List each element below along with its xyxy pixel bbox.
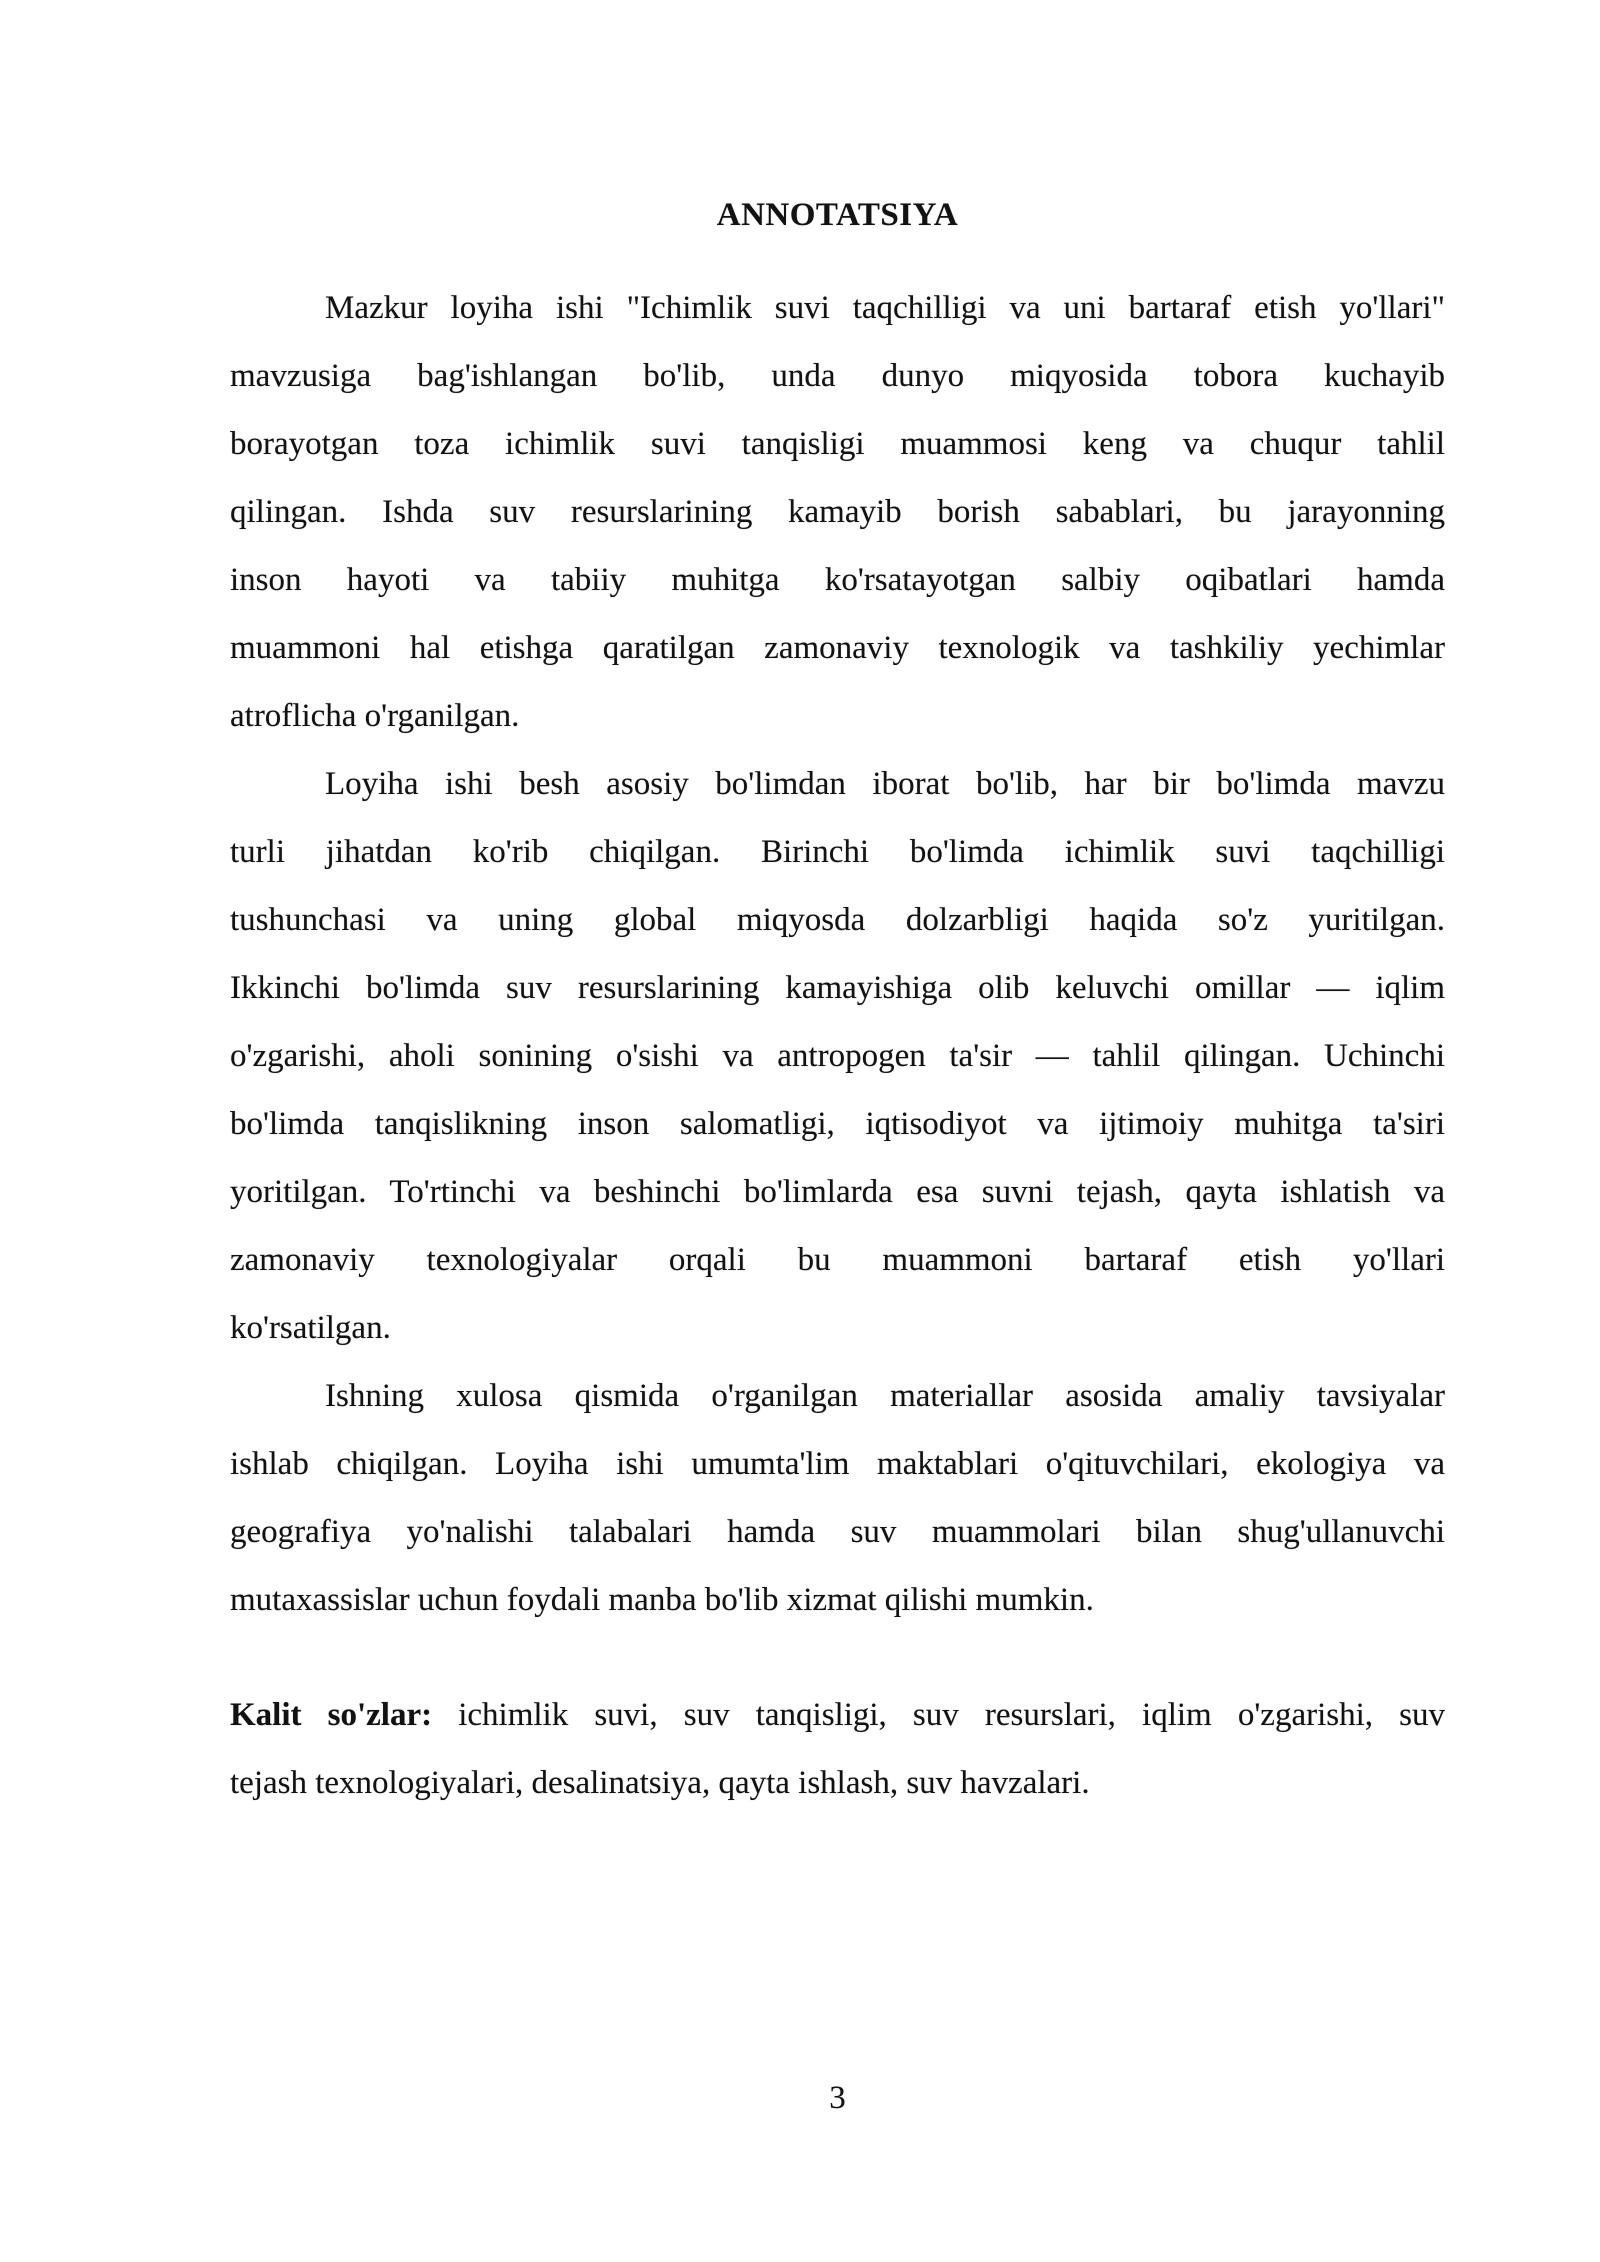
document-content: [230, 181, 1445, 1817]
text-line: qilingan. Ishda suv resurslarining kamayib borish sabablari, bu jarayonning: [230, 494, 1445, 530]
text-line: muammoni hal etishga qaratilgan zamonaviy texnologik va tashkiliy yechimlar: [230, 630, 1445, 666]
text-line: mutaxassislar uchun foydali manba bo'lib xizmat qilishi mumkin.: [230, 1582, 1094, 1618]
text-line: Kalit so'zlar: ichimlik suvi, suv tanqisligi, suv resurslari, iqlim o'zgarishi, suv: [230, 1697, 1445, 1733]
paragraph-1: [230, 274, 1445, 750]
text-line: turli jihatdan ko'rib chiqilgan. Birinchi bo'limda ichimlik suvi taqchilligi: [230, 834, 1445, 870]
body-paragraphs: [230, 274, 1445, 1634]
text-line: Loyiha ishi besh asosiy bo'limdan iborat bo'lib, har bir bo'limda mavzu: [325, 766, 1445, 802]
paragraph-3: [230, 1362, 1445, 1634]
page-footer: [230, 2064, 1445, 2132]
text-line: o'zgarishi, aholi sonining o'sishi va antropogen ta'sir — tahlil qilingan. Uchinchi: [230, 1038, 1445, 1074]
text-line: zamonaviy texnologiyalar orqali bu muammoni bartaraf etish yo'llari: [230, 1242, 1445, 1278]
text-line: geografiya yo'nalishi talabalari hamda suv muammolari bilan shug'ullanuvchi: [230, 1514, 1445, 1550]
text-line: inson hayoti va tabiiy muhitga ko'rsatayotgan salbiy oqibatlari hamda: [230, 562, 1445, 598]
text-line: tejash texnologiyalari, desalinatsiya, qayta ishlash, suv havzalari.: [230, 1765, 1090, 1801]
paragraph-2: [230, 750, 1445, 1362]
text-line: atroflicha o'rganilgan.: [230, 698, 520, 734]
text-line: borayotgan toza ichimlik suvi tanqisligi muammosi keng va chuqur tahlil: [230, 426, 1445, 462]
keywords-label: Kalit so'zlar:: [230, 1697, 433, 1733]
text-line: bo'limda tanqislikning inson salomatligi, iqtisodiyot va ijtimoiy muhitga ta'siri: [230, 1106, 1445, 1142]
text-line: Mazkur loyiha ishi "Ichimlik suvi taqchilligi va uni bartaraf etish yo'llari": [325, 290, 1445, 326]
text-line: ishlab chiqilgan. Loyiha ishi umumta'lim maktablari o'qituvchilari, ekologiya va: [230, 1446, 1445, 1482]
text-line: Ishning xulosa qismida o'rganilgan materiallar asosida amaliy tavsiyalar: [325, 1378, 1445, 1414]
text-line: tushunchasi va uning global miqyosda dolzarbligi haqida so'z yuritilgan.: [230, 902, 1445, 938]
page-number: 3: [829, 2080, 846, 2116]
text-line: yoritilgan. To'rtinchi va beshinchi bo'limlarda esa suvni tejash, qayta ishlatish va: [230, 1174, 1445, 1210]
text-line: ko'rsatilgan.: [230, 1310, 391, 1346]
text-line: mavzusiga bag'ishlangan bo'lib, unda dunyo miqyosida tobora kuchayib: [230, 358, 1445, 394]
page-title: ANNOTATSIYA: [716, 197, 959, 233]
keywords-paragraph: [230, 1681, 1445, 1817]
text-line: Ikkinchi bo'limda suv resurslarining kamayishiga olib keluvchi omillar — iqlim: [230, 970, 1445, 1006]
